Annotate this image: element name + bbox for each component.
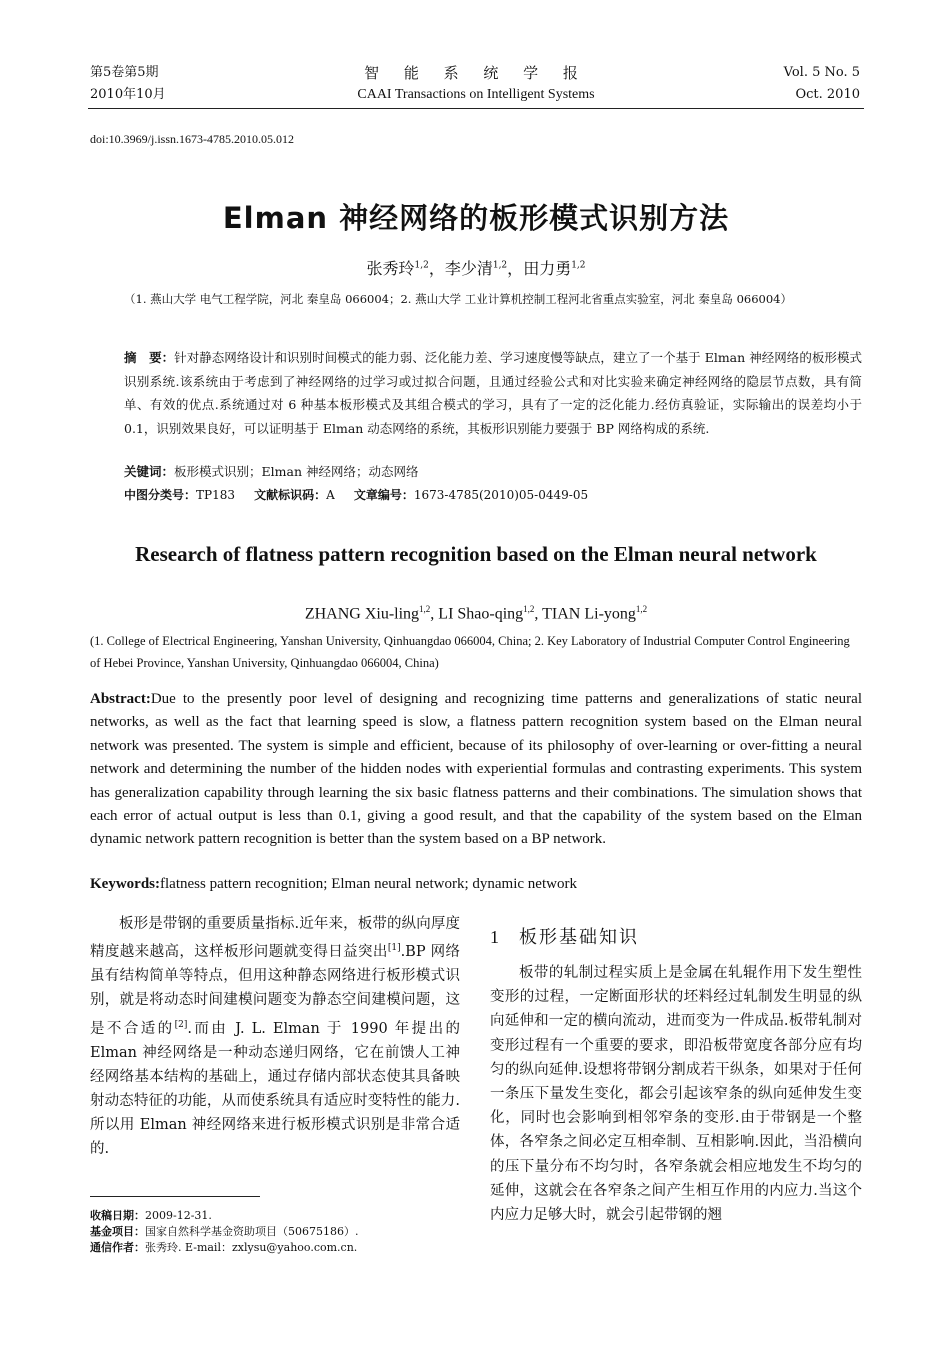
- citation-ref[interactable]: [1]: [387, 943, 401, 954]
- volume-en: Vol. 5 No. 5: [783, 65, 860, 80]
- authors-en: [0, 604, 952, 623]
- article-number-value: 1673-4785(2010)05-0449-05: [413, 488, 589, 502]
- fund-label: 基金项目：: [90, 1225, 145, 1238]
- abstract-cn-label: 摘 要：: [124, 350, 175, 365]
- received-date: 2009-12-31.: [145, 1209, 212, 1222]
- doc-code-value: A: [326, 488, 335, 502]
- author-name: 张秀玲: [366, 259, 415, 278]
- footnote-fund: [90, 1224, 358, 1240]
- section-title: 板形基础知识: [519, 927, 639, 948]
- author-separator: ，: [507, 259, 524, 278]
- footnote-received: [90, 1208, 358, 1224]
- issue-cn: 第5卷第5期: [90, 65, 159, 80]
- author-separator: ,: [430, 605, 439, 623]
- author-name: 田力勇: [523, 259, 572, 278]
- intro-text: .BP 网络虽有结构简单等特点，但用这种静态网络进行板形模式识别，就是将动态时间建模问题变为静态空间建模问题，这是不合适的: [90, 944, 460, 1037]
- abstract-en-text: Due to the presently poor level of designing and recognizing time patterns and generalizations of static neural networks, as well as the fact that learning speed is slow, a flatness pattern recognition system based on the Elman neural network was presented. The system is simple and efficient, because of its philosophy of over-learning or over-fitting a neural network and determining the number of the hidden nodes with experiential formulas and contrasting experiments. This system has generalization capability through learning the six basic flatness patterns and their combinations. The simulation shows that each error of actual output is less than 0.1, giving a good result, and that the capability of the system based on the Elman dynamic network pattern recognition is better than the system based on a BP network.: [90, 691, 862, 848]
- abstract-cn: [124, 346, 862, 440]
- author-name: 李少清: [444, 259, 493, 278]
- keywords-cn: [124, 462, 418, 480]
- article-number-label: 文章编号：: [353, 488, 414, 502]
- body-right-column: [490, 922, 862, 1227]
- abstract-en-label: Abstract:: [90, 691, 151, 707]
- fund-text: 国家自然科学基金资助项目（50675186）.: [145, 1225, 359, 1238]
- corresponding-label: 通信作者：: [90, 1241, 145, 1254]
- authors-cn: [0, 256, 952, 279]
- doc-code-label: 文献标识码：: [254, 488, 327, 502]
- keywords-en-text: flatness pattern recognition; Elman neural network; dynamic network: [160, 876, 577, 892]
- affiliation-cn: （1. 燕山大学 电气工程学院，河北 秦皇岛 066004；2. 燕山大学 工业计算机控制工程河北省重点实验室，河北 秦皇岛 066004）: [124, 292, 792, 306]
- abstract-cn-text: 针对静态网络设计和识别时间模式的能力弱、泛化能力差、学习速度慢等缺点，建立了一个基于 Elman 神经网络的板形模式识别系统.该系统由于考虑到了神经网络的过学习或过拟合问题，且通过经验公式和对比实验来确定神经网络的隐层节点数，具有简单、有效的优点.系统通过对 6 种基本板形模式及其组合模式的学习，具有了一定的泛化能力.经仿真验证，实际输出的误差均小于 0.1，识别效果良好，可以证明基于 Elman 动态网络的系统，其板形识别能力要强于 BP 网络构成的系统.: [124, 350, 862, 436]
- intro-text: .而由 J. L. Elman 于 1990 年提出的 Elman 神经网络是一种动态递归网络，它在前馈人工神经网络基本结构的基础上，通过存储内部状态使其具备映射动态特征的功能，从而使系统具有适应时变特性的能力.所以用 Elman 神经网络来进行板形模式识别是非常合适的.: [90, 1020, 460, 1158]
- keywords-cn-text: 板形模式识别；Elman 神经网络；动态网络: [174, 464, 419, 479]
- keywords-en: [90, 876, 577, 893]
- affiliation-en: (1. College of Electrical Engineering, Yanshan University, Qinhuangdao 066004, China; 2. Key Laboratory of Industrial Computer Control Engineering of Hebei Province, Yanshan University, Qinhuangdao 066004, China): [90, 634, 850, 670]
- footnote-rule: [90, 1196, 260, 1197]
- title-en: Research of flatness pattern recognition based on the Elman neural network: [135, 542, 817, 566]
- citation-ref[interactable]: [2]: [174, 1019, 188, 1030]
- author-affil-sup: 1,2: [492, 260, 508, 271]
- doi: doi:10.3969/j.issn.1673-4785.2010.05.012: [90, 132, 295, 146]
- author-name: TIAN Li-yong: [542, 605, 636, 623]
- author-name: ZHANG Xiu-ling: [304, 605, 420, 623]
- footnote-corresponding: [90, 1240, 358, 1256]
- section-paragraph: 板带的轧制过程实质上是金属在轧辊作用下发生塑性变形的过程，一定断面形状的坯料经过轧制发生明显的纵向延伸和一定的横向流动，进而变为一件成品.板带轧制对变形过程有一个重要的要求，即沿板带宽度各部分应有均匀的纵向延伸.设想将带钢分割成若干纵条，如果对于任何一条压下量发生变化，都会引起该窄条的纵向延伸发生变化，同时也会影响到相邻窄条的变形.由于带钢是一个整体，各窄条之间必定互相牵制、互相影响.因此，当沿横向的压下量分布不均匀时，各窄条就会相应地发生不均匀的延伸，这就会在各窄条之间产生相互作用的内应力.当这个内应力足够大时，就会引起带钢的翘: [490, 965, 862, 1224]
- author-affil-sup: 1,2: [571, 260, 586, 271]
- header-rule: [88, 108, 864, 109]
- intro-paragraph: [90, 912, 460, 1162]
- date-cn: 2010年10月: [90, 87, 166, 102]
- author-name: LI Shao-qing: [438, 605, 524, 623]
- corresponding-text[interactable]: 张秀玲. E-mail：zxlysu@yahoo.com.cn.: [145, 1241, 358, 1254]
- author-separator: ,: [534, 605, 543, 623]
- section-number: 1: [490, 927, 501, 947]
- footnotes: [90, 1208, 358, 1256]
- intro-text: 板形是带钢的重要质量指标.近年来，板带的纵向厚度精度越来越高，这样板形问题就变得日益突出: [90, 916, 460, 961]
- author-affil-sup: 1,2: [414, 260, 429, 271]
- received-label: 收稿日期：: [90, 1209, 145, 1222]
- author-affil-sup: 1,2: [523, 604, 535, 614]
- date-en: Oct. 2010: [795, 87, 860, 102]
- journal-name-cn: 智 能 系 统 学 报: [364, 64, 588, 82]
- author-affil-sup: 1,2: [419, 604, 431, 614]
- running-header-right: [784, 62, 860, 106]
- author-affil-sup: 1,2: [635, 604, 648, 614]
- keywords-cn-label: 关键词：: [124, 464, 175, 479]
- abstract-en: [90, 688, 862, 852]
- author-separator: ，: [428, 259, 445, 278]
- section-heading: [490, 922, 862, 953]
- clc-label: 中图分类号：: [124, 488, 197, 502]
- clc-value: TP183: [196, 488, 235, 502]
- keywords-en-label: Keywords:: [90, 876, 160, 892]
- body-left-column: [90, 912, 460, 1162]
- classification-cn: [124, 486, 588, 503]
- title-cn: Elman 神经网络的板形模式识别方法: [222, 201, 730, 235]
- journal-name-en: CAAI Transactions on Intelligent Systems: [357, 87, 595, 102]
